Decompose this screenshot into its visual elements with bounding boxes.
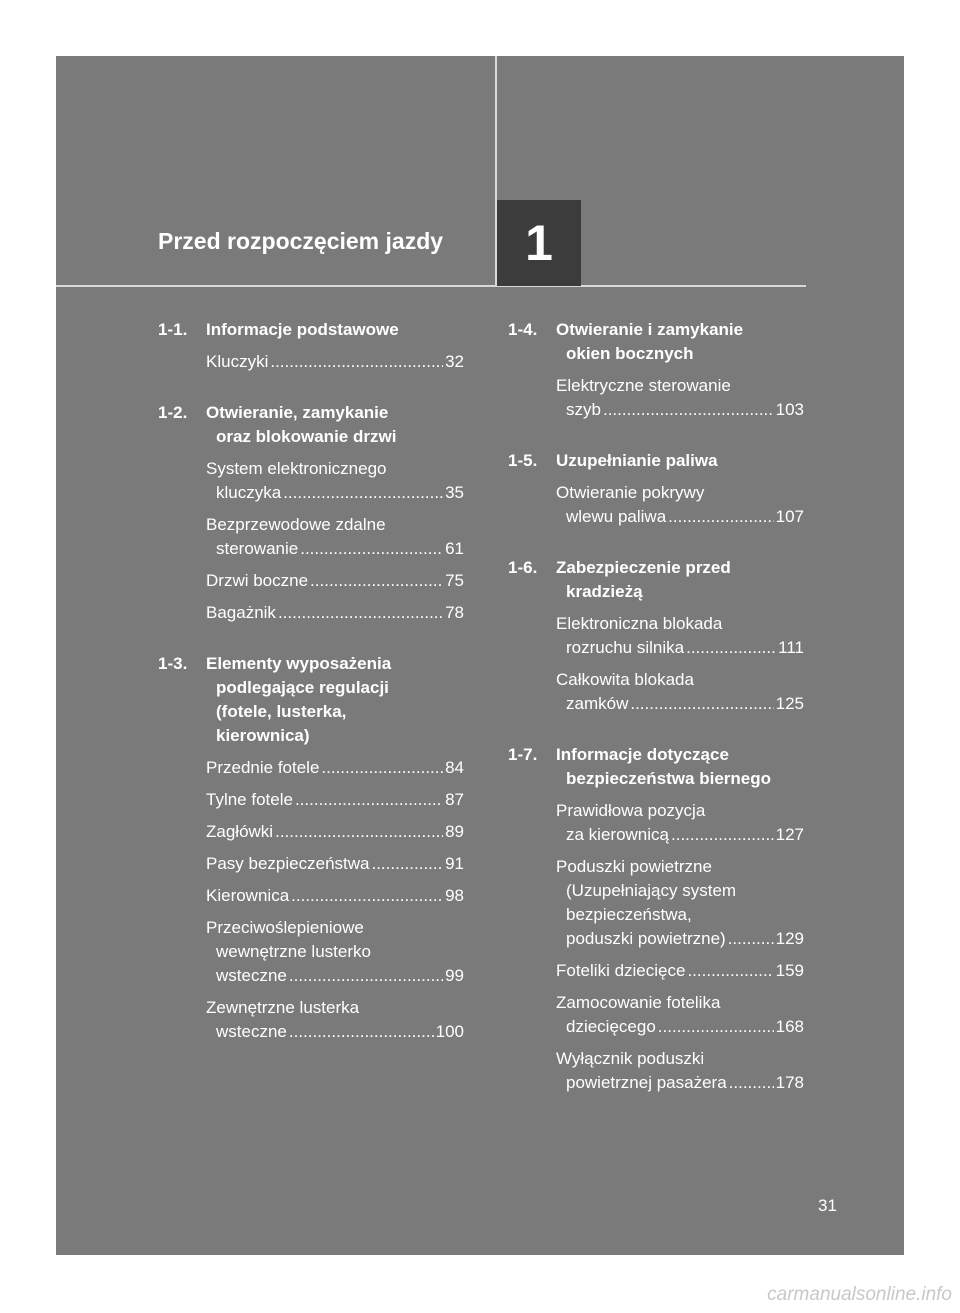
- section-title-line: Informacje podstawowe: [206, 320, 399, 339]
- entry-text-line: kluczyka: [216, 483, 282, 502]
- toc-entry[interactable]: [206, 996, 464, 1044]
- dot-leader: [295, 788, 443, 812]
- section-heading: [508, 449, 804, 473]
- entry-page-number: 91: [445, 854, 464, 873]
- entry-page-number: 107: [775, 507, 804, 526]
- toc-entry[interactable]: [206, 457, 464, 505]
- dot-leader: [283, 481, 443, 505]
- entry-text-line: wsteczne: [216, 966, 287, 985]
- section-heading: [508, 743, 804, 791]
- section-title-line: Otwieranie i zamykanie: [556, 320, 744, 339]
- entry-text-line: System elektronicznego: [206, 459, 387, 478]
- dot-leader: [289, 1020, 434, 1044]
- entry-last-line: [206, 884, 464, 908]
- dot-leader: [371, 852, 443, 876]
- entry-last-line: [206, 964, 464, 988]
- toc-entry[interactable]: [206, 601, 464, 625]
- entry-page-number: 125: [775, 694, 804, 713]
- toc-entry[interactable]: [556, 799, 804, 847]
- section-title-line: Uzupełnianie paliwa: [556, 451, 718, 470]
- entry-text-line: powietrznej pasażera: [566, 1073, 727, 1092]
- section-title: [556, 318, 804, 366]
- dot-leader: [630, 692, 773, 716]
- entry-last-line: [206, 601, 464, 625]
- dot-leader: [668, 505, 773, 529]
- section-title: [556, 743, 804, 791]
- entry-text-line: bezpieczeństwa,: [566, 905, 692, 924]
- entry-text-line: Przeciwoślepieniowe: [206, 918, 364, 937]
- entry-last-line: [556, 823, 804, 847]
- toc-section: [158, 401, 464, 625]
- dot-leader: [671, 823, 774, 847]
- toc-entry[interactable]: [206, 884, 464, 908]
- dot-leader: [321, 756, 443, 780]
- toc-entry[interactable]: [206, 916, 464, 988]
- section-title-line: Zabezpieczenie przed: [556, 558, 731, 577]
- toc-entry[interactable]: [556, 1047, 804, 1095]
- toc-entry[interactable]: [556, 668, 804, 716]
- section-number: 1-4.: [508, 320, 538, 339]
- entry-page-number: 103: [775, 400, 804, 419]
- entry-text-line: Zagłówki: [206, 822, 274, 841]
- entry-text-line: szyb: [566, 400, 601, 419]
- entry-last-line: [556, 959, 804, 983]
- section-number: 1-1.: [158, 320, 188, 339]
- entry-last-line: [556, 1071, 804, 1095]
- section-title: [556, 449, 804, 473]
- entry-last-line: [206, 756, 464, 780]
- entry-text-line: Wyłącznik poduszki: [556, 1049, 705, 1068]
- dot-leader: [687, 959, 773, 983]
- entry-text-line: Elektryczne sterowanie: [556, 376, 731, 395]
- section-title-line: bezpieczeństwa biernego: [566, 769, 771, 788]
- dot-leader: [603, 398, 774, 422]
- entry-text-line: dziecięcego: [566, 1017, 656, 1036]
- entry-last-line: [556, 692, 804, 716]
- entry-text-line: sterowanie: [216, 539, 299, 558]
- entry-text-line: Bezprzewodowe zdalne: [206, 515, 386, 534]
- dot-leader: [728, 927, 774, 951]
- section-title-line: Elementy wyposażenia: [206, 654, 392, 673]
- entry-text-line: Zamocowanie fotelika: [556, 993, 721, 1012]
- entry-last-line: [206, 569, 464, 593]
- section-number: 1-7.: [508, 745, 538, 764]
- section-number: 1-6.: [508, 558, 538, 577]
- entry-text-line: Przednie fotele: [206, 758, 320, 777]
- entry-text-line: wsteczne: [216, 1022, 287, 1041]
- dot-leader: [275, 820, 443, 844]
- toc-entry[interactable]: [556, 374, 804, 422]
- chapter-title: Przed rozpoczęciem jazdy: [158, 228, 444, 254]
- section-title-line: kierownica): [216, 726, 310, 745]
- entry-page-number: 75: [445, 571, 464, 590]
- section-heading: [158, 652, 464, 748]
- entry-text-line: wlewu paliwa: [566, 507, 667, 526]
- entry-last-line: [206, 1020, 464, 1044]
- entry-last-line: [556, 505, 804, 529]
- toc-section: [508, 556, 804, 716]
- entry-page-number: 129: [775, 929, 804, 948]
- entry-page-number: 32: [445, 352, 464, 371]
- section-number: 1-3.: [158, 654, 188, 673]
- entry-page-number: 35: [445, 483, 464, 502]
- dot-leader: [300, 537, 443, 561]
- entry-page-number: 89: [445, 822, 464, 841]
- entry-page-number: 159: [775, 961, 804, 980]
- toc-section: [508, 449, 804, 529]
- toc-column-right: [508, 318, 804, 1122]
- entry-text-line: Tylne fotele: [206, 790, 293, 809]
- entry-text-line: Pasy bezpieczeństwa: [206, 854, 370, 873]
- section-title: [206, 652, 464, 748]
- toc-column-left: [158, 318, 464, 1071]
- entry-text-line: Prawidłowa pozycja: [556, 801, 706, 820]
- entry-text-line: Całkowita blokada: [556, 670, 694, 689]
- toc-section: [158, 652, 464, 1044]
- dot-leader: [291, 884, 443, 908]
- dot-leader: [729, 1071, 774, 1095]
- toc-entry[interactable]: [206, 756, 464, 780]
- entry-last-line: [556, 1015, 804, 1039]
- entry-text-line: poduszki powietrzne): [566, 929, 726, 948]
- dot-leader: [310, 569, 443, 593]
- toc-entry[interactable]: [206, 852, 464, 876]
- entry-page-number: 168: [775, 1017, 804, 1036]
- section-title-line: Informacje dotyczące: [556, 745, 729, 764]
- section-title-line: oraz blokowanie drzwi: [216, 427, 397, 446]
- dot-leader: [289, 964, 443, 988]
- toc-section: [508, 743, 804, 1095]
- section-title-line: kradzieżą: [566, 582, 643, 601]
- page-number: 31: [818, 1196, 837, 1215]
- entry-text-line: Foteliki dziecięce: [556, 961, 686, 980]
- entry-page-number: 99: [445, 966, 464, 985]
- entry-text-line: Zewnętrzne lusterka: [206, 998, 360, 1017]
- toc-entry[interactable]: [556, 991, 804, 1039]
- section-title: [206, 318, 464, 342]
- chapter-number-box: 1: [497, 200, 581, 286]
- toc-entry[interactable]: [206, 788, 464, 812]
- toc-section: [158, 318, 464, 374]
- entry-last-line: [206, 852, 464, 876]
- section-title: [556, 556, 804, 604]
- entry-text-line: rozruchu silnika: [566, 638, 685, 657]
- entry-text-line: Poduszki powietrzne: [556, 857, 712, 876]
- entry-text-line: Bagażnik: [206, 603, 276, 622]
- section-heading: [158, 401, 464, 449]
- section-title-line: (fotele, lusterka,: [216, 702, 347, 721]
- entry-page-number: 100: [435, 1022, 464, 1041]
- toc-entry[interactable]: [556, 855, 804, 951]
- entry-page-number: 78: [445, 603, 464, 622]
- toc-entry[interactable]: [556, 612, 804, 660]
- section-number: 1-5.: [508, 451, 538, 470]
- entry-last-line: [556, 927, 804, 951]
- entry-text-line: zamków: [566, 694, 629, 713]
- horizontal-divider: [56, 285, 806, 287]
- toc-entry[interactable]: [206, 820, 464, 844]
- section-title-line: podlegające regulacji: [216, 678, 389, 697]
- entry-last-line: [206, 820, 464, 844]
- entry-page-number: 84: [445, 758, 464, 777]
- dot-leader: [658, 1015, 774, 1039]
- entry-text-line: Elektroniczna blokada: [556, 614, 723, 633]
- section-heading: [158, 318, 464, 342]
- entry-page-number: 87: [445, 790, 464, 809]
- entry-last-line: [206, 481, 464, 505]
- entry-last-line: [206, 537, 464, 561]
- entry-text-line: za kierownicą: [566, 825, 669, 844]
- section-title: [206, 401, 464, 449]
- toc-entry[interactable]: [206, 513, 464, 561]
- toc-entry[interactable]: [206, 350, 464, 374]
- entry-page-number: 127: [775, 825, 804, 844]
- entry-text-line: wewnętrzne lusterko: [216, 942, 371, 961]
- toc-entry[interactable]: [556, 959, 804, 983]
- entry-page-number: 61: [445, 539, 464, 558]
- entry-text-line: Kierownica: [206, 886, 290, 905]
- entry-last-line: [206, 350, 464, 374]
- section-title-line: Otwieranie, zamykanie: [206, 403, 389, 422]
- toc-section: [508, 318, 804, 422]
- entry-last-line: [556, 636, 804, 660]
- watermark: carmanualsonline.info: [767, 1284, 952, 1305]
- section-heading: [508, 556, 804, 604]
- entry-text-line: Drzwi boczne: [206, 571, 309, 590]
- entry-text-line: Otwieranie pokrywy: [556, 483, 705, 502]
- dot-leader: [686, 636, 776, 660]
- entry-page-number: 98: [445, 886, 464, 905]
- section-heading: [508, 318, 804, 366]
- entry-last-line: [556, 398, 804, 422]
- entry-last-line: [206, 788, 464, 812]
- entry-page-number: 111: [778, 638, 804, 657]
- entry-text-line: Kluczyki: [206, 352, 269, 371]
- toc-entry[interactable]: [206, 569, 464, 593]
- entry-page-number: 178: [775, 1073, 804, 1092]
- dot-leader: [278, 601, 443, 625]
- entry-text-line: (Uzupełniający system: [566, 881, 737, 900]
- section-title-line: okien bocznych: [566, 344, 694, 363]
- toc-entry[interactable]: [556, 481, 804, 529]
- dot-leader: [270, 350, 443, 374]
- section-number: 1-2.: [158, 403, 188, 422]
